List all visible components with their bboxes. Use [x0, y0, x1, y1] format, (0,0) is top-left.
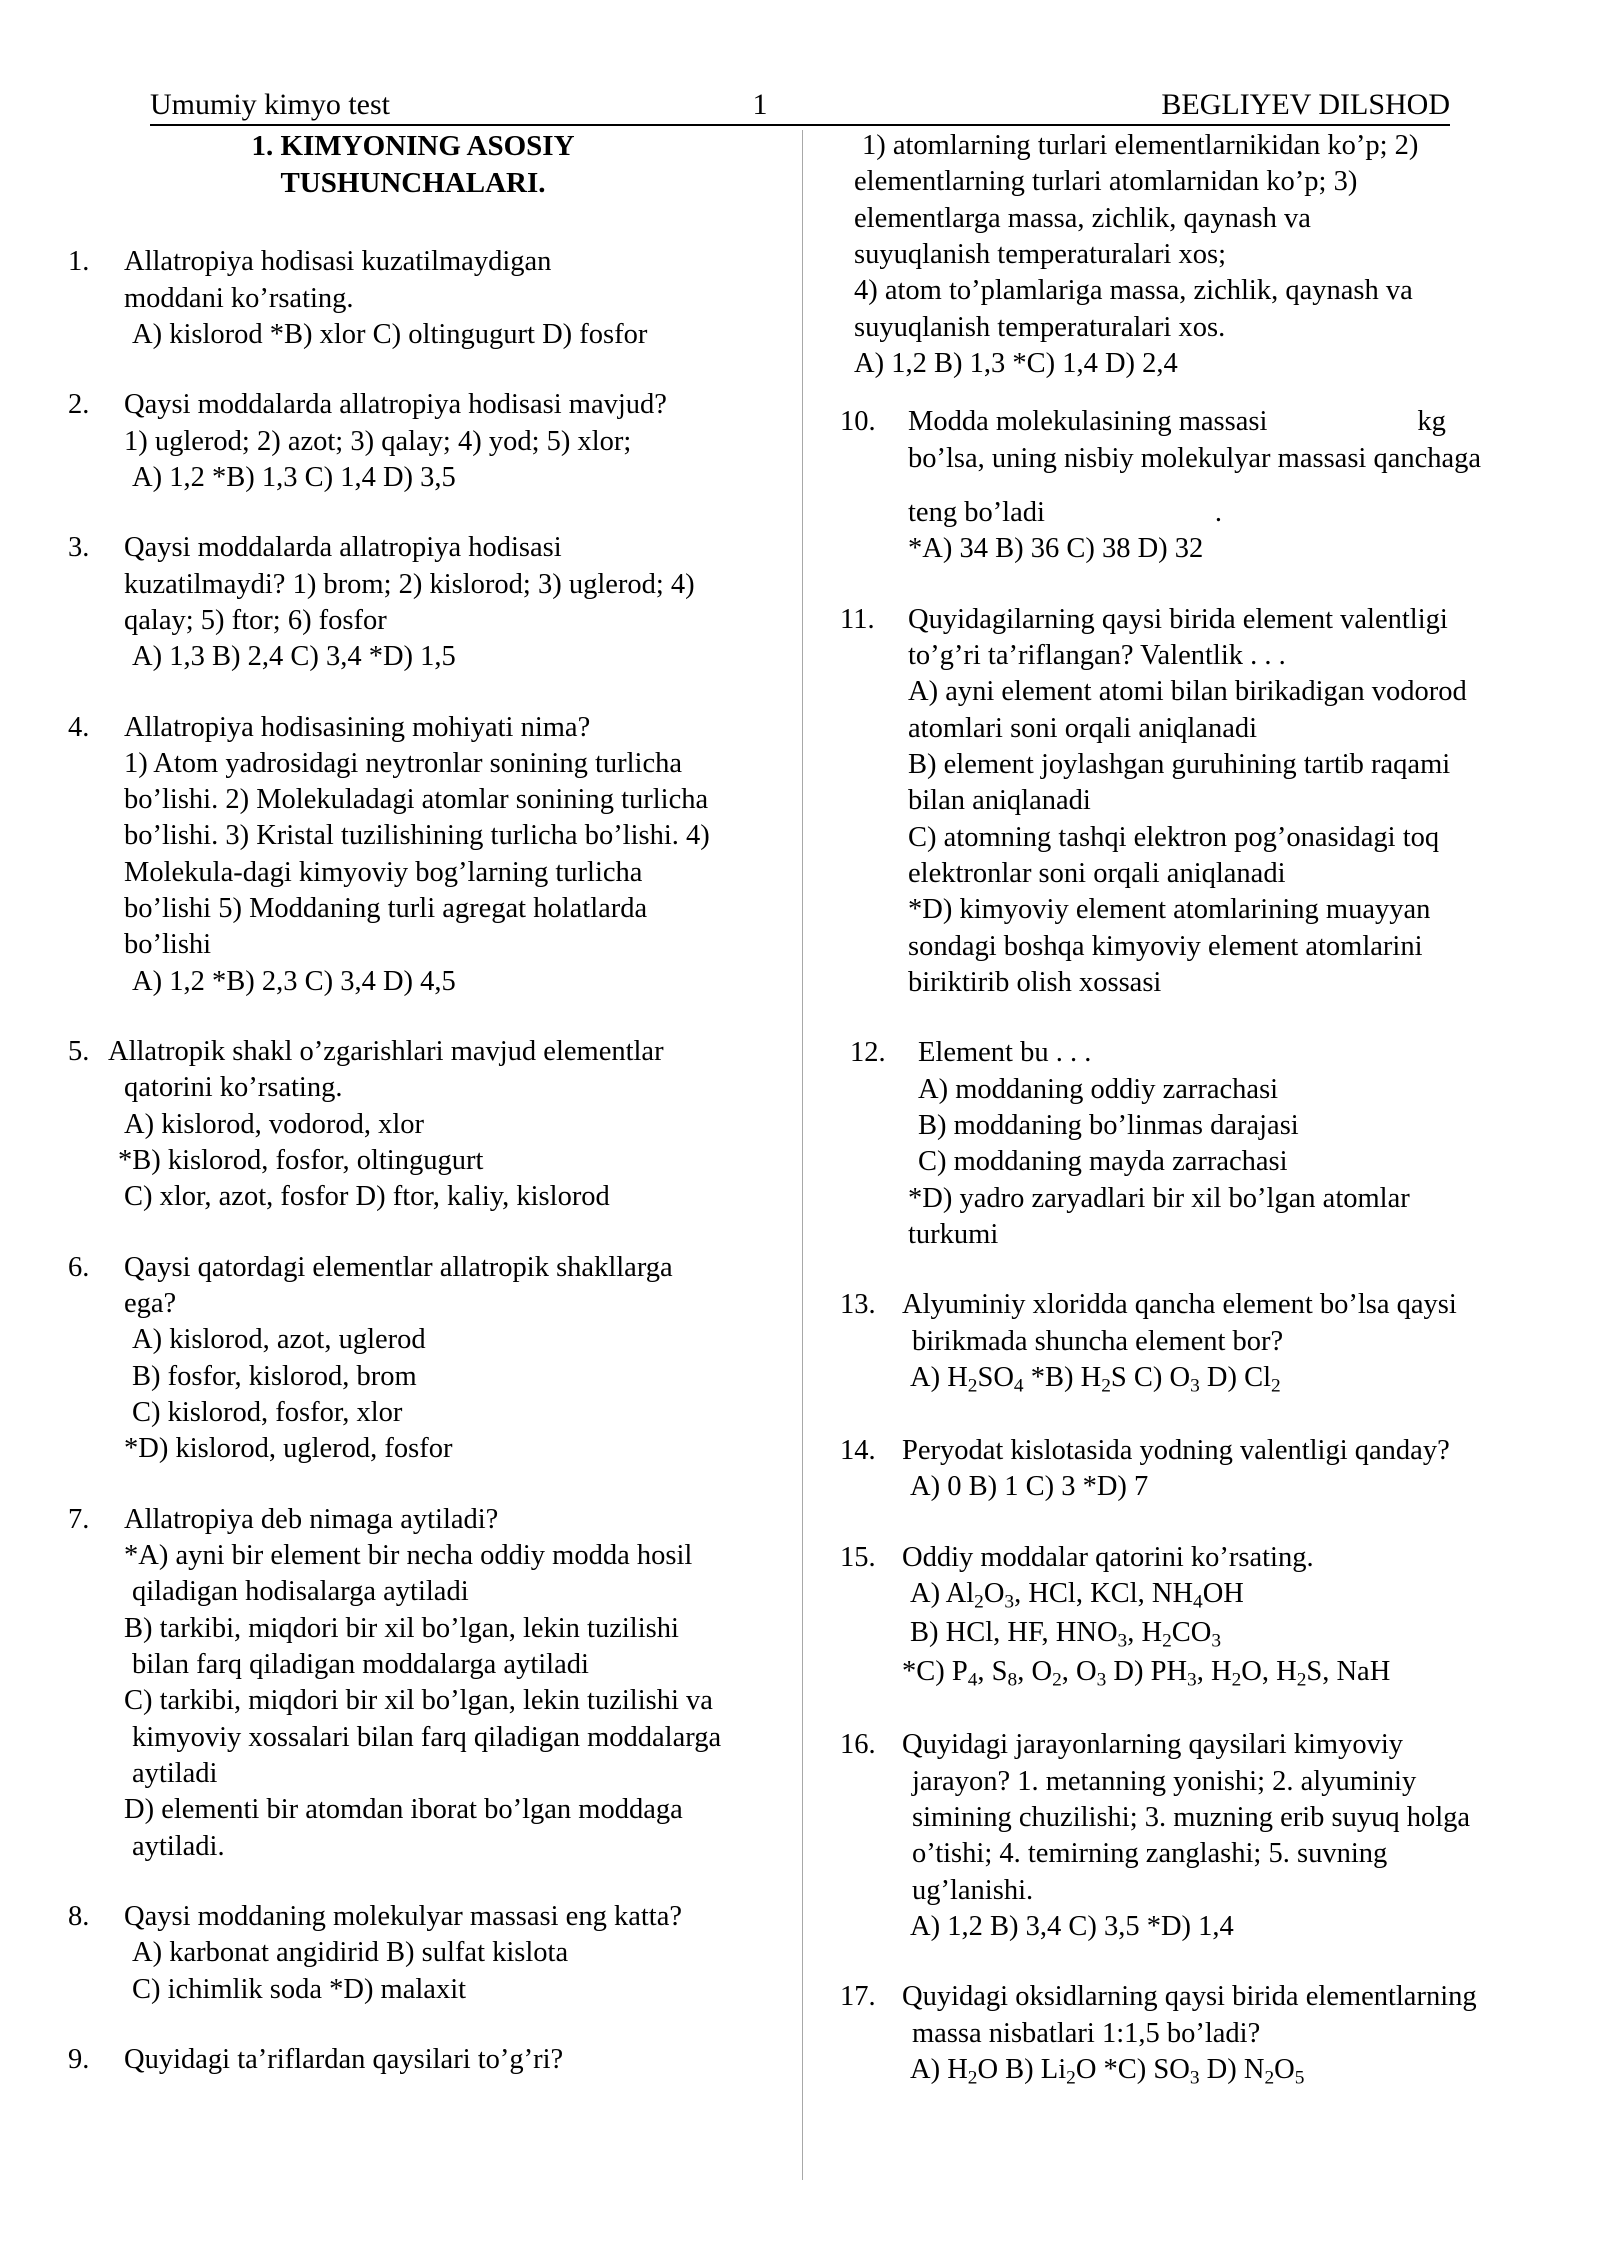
answer-option: biriktirib olish xossasi	[908, 966, 1162, 998]
question-body	[124, 1899, 778, 2008]
question-body	[124, 1502, 778, 1865]
page-header	[150, 90, 1450, 120]
answer-option: B) element joylashgan guruhining tartib raqami	[908, 748, 1451, 780]
question-body	[908, 602, 1540, 1002]
question-body	[902, 1287, 1540, 1399]
question-number: 5.	[68, 1036, 90, 1068]
question-body	[124, 710, 778, 1001]
answer-option-chemical: A) $H_2O$ B) $Li_2O$ *C) $SO_3$ D) $N_2O_5$	[910, 2053, 1305, 2089]
answer-option: A) karbonat angidirid B) sulfat kislota	[132, 1937, 569, 1969]
answer-options	[108, 1107, 778, 1216]
answer-option: B) tarkibi, miqdori bir xil bo’lgan, lekin tuzilishi	[124, 1612, 679, 1644]
question-number: 8.	[68, 1901, 90, 1933]
question-text-line: Quyidagi jarayonlarning qaysilari kimyoviy	[902, 1729, 1404, 1761]
question-body	[902, 1727, 1540, 1945]
answer-option: aytiladi.	[132, 1830, 225, 1862]
answer-option: A) 1,2 B) 1,3 *C) 1,4 D) 2,4	[854, 347, 1178, 379]
question-text-line: 1) atomlarning turlari elementlarnikidan ko’p; 2)	[862, 130, 1419, 161]
answer-options	[124, 317, 778, 353]
question-number: 10.	[840, 406, 876, 438]
question-text-line: Oddiy moddalar qatorini ko’rsating.	[902, 1541, 1314, 1573]
question-number: 1.	[68, 246, 90, 278]
question-text-line: bo’lsa, uning nisbiy molekulyar massasi qanchaga	[908, 442, 1482, 474]
question-text-line: elementlarning turlari atomlarnidan ko’p; 3)	[854, 166, 1358, 198]
question-body	[124, 1250, 778, 1468]
question-text-fragment: teng bo’ladi	[908, 496, 1045, 528]
left-column	[68, 128, 778, 2078]
question-item	[68, 1034, 778, 1216]
question-number: 11.	[840, 603, 875, 635]
question-body	[124, 387, 778, 496]
question-item	[68, 1250, 778, 1468]
answer-option: A) kislorod *B) xlor C) oltingugurt D) fosfor	[132, 318, 648, 350]
question-continuation	[840, 128, 1540, 382]
answer-option: C) xlor, azot, fosfor D) ftor, kaliy, kislorod	[124, 1181, 610, 1213]
header-page-number: 1	[752, 88, 768, 121]
question-number: 3.	[68, 532, 90, 564]
question-text-line: ug’lanishi.	[912, 1874, 1034, 1906]
answer-option: A) ayni element atomi bilan birikadigan vodorod	[908, 676, 1467, 708]
question-body	[108, 1034, 778, 1216]
answer-options	[902, 1909, 1540, 1945]
section-heading	[68, 128, 778, 202]
question-number: 14.	[840, 1434, 876, 1466]
answer-option: A) 0 B) 1 C) 3 *D) 7	[910, 1471, 1149, 1503]
question-text-line: Alyuminiy xloridda qancha element bo’lsa qaysi	[902, 1289, 1457, 1321]
question-text-line	[908, 404, 1540, 440]
header-author-name: BEGLIYEV DILSHOD	[1161, 88, 1450, 121]
question-text-line: 1) Atom yadrosidagi neytronlar sonining turlicha	[124, 747, 683, 779]
answer-option-chemical: *C) $P_4$, $S_8$, $O_2$, $O_3$ D) $PH_3$, $H_2O$, $H_2S$, NaH	[902, 1656, 1391, 1691]
question-number: 13.	[840, 1289, 876, 1321]
answer-option: A) 1,2 *B) 1,3 C) 1,4 D) 3,5	[132, 461, 456, 493]
question-text-line: Element bu . . .	[918, 1037, 1092, 1069]
answer-options	[124, 460, 778, 496]
answer-option: A) 1,3 B) 2,4 C) 3,4 *D) 1,5	[132, 641, 456, 673]
question-body	[902, 1433, 1540, 1506]
answer-option: B) moddaning bo’linmas darajasi	[918, 1109, 1299, 1141]
section-heading-line-1: 1. KIMYONING ASOSIY	[251, 130, 575, 162]
question-text-line: Peryodat kislotasida yodning valentligi qanday?	[902, 1434, 1450, 1466]
question-text-line: Molekula-dagi kimyoviy bog’larning turlicha	[124, 856, 643, 888]
question-text-line: Quyidagi ta’riflardan qaysilari to’g’ri?	[124, 2044, 564, 2075]
answer-option: C) tarkibi, miqdori bir xil bo’lgan, lekin tuzilishi va	[124, 1685, 713, 1717]
question-text-line: Qaysi qatordagi elementlar allatropik shakllarga	[124, 1251, 673, 1283]
question-item	[68, 1502, 778, 1865]
question-item	[68, 710, 778, 1001]
answer-option: A) 1,2 *B) 2,3 C) 3,4 D) 4,5	[132, 965, 456, 997]
sentence-period: .	[1214, 496, 1223, 528]
question-text-line: Quyidagi oksidlarning qaysi birida elementlarning	[902, 1981, 1477, 2013]
answer-option: B) fosfor, kislorod, brom	[132, 1360, 417, 1392]
question-number: 15.	[840, 1541, 876, 1573]
answer-option: *A) ayni bir element bir necha oddiy modda hosil	[124, 1540, 693, 1572]
question-text-line: Allatropiya hodisasining mohiyati nima?	[124, 711, 591, 743]
answer-options	[908, 674, 1540, 1001]
header-left-title: Umumiy kimyo test	[150, 88, 390, 121]
question-text-line: 1) uglerod; 2) azot; 3) qalay; 4) yod; 5) xlor;	[124, 425, 632, 457]
question-body	[124, 530, 778, 675]
question-body	[124, 244, 778, 353]
answer-option: *A) 34 B) 36 C) 38 D) 32	[908, 533, 1204, 565]
answer-option: A) moddaning oddiy zarrachasi	[918, 1073, 1279, 1105]
answer-options	[124, 1322, 778, 1467]
answer-option: C) moddaning mayda zarrachasi	[918, 1146, 1288, 1178]
question-text-line: bo’lishi. 3) Kristal tuzilishining turlicha bo’lishi. 4)	[124, 820, 710, 852]
answer-option: A) kislorod, vodorod, xlor	[124, 1108, 425, 1140]
header-divider-rule	[150, 124, 1450, 126]
question-text-line: o’tishi; 4. temirning zanglashi; 5. suvning	[912, 1838, 1388, 1870]
answer-option: C) kislorod, fosfor, xlor	[132, 1397, 403, 1429]
question-number: 2.	[68, 389, 90, 421]
question-text-line: Qaysi moddalarda allatropiya hodisasi	[124, 532, 562, 564]
question-number: 9.	[68, 2044, 90, 2075]
answer-option: qiladigan hodisalarga aytiladi	[132, 1576, 469, 1608]
question-number: 4.	[68, 711, 90, 743]
answer-option: A) 1,2 B) 3,4 C) 3,5 *D) 1,4	[910, 1910, 1234, 1942]
question-text-line: Allatropiya deb nimaga aytiladi?	[124, 1503, 499, 1535]
question-text-line: suyuqlanish temperaturalari xos;	[854, 238, 1226, 270]
section-heading-line-2: TUSHUNCHALARI.	[280, 167, 546, 200]
question-text-line: Qaysi moddalarda allatropiya hodisasi mavjud?	[124, 389, 667, 421]
question-item	[840, 404, 1540, 567]
question-text-line: Allatropik shakl o’zgarishlari mavjud elementlar	[108, 1036, 664, 1068]
question-item	[68, 530, 778, 675]
question-text-line: bo’lishi	[124, 929, 212, 961]
answer-options	[902, 1576, 1540, 1693]
answer-options	[124, 639, 778, 675]
question-item	[840, 1540, 1540, 1694]
question-item	[68, 244, 778, 353]
question-body	[124, 2042, 778, 2078]
right-column	[840, 128, 1540, 2091]
question-text-line: elementlarga massa, zichlik, qaynash va	[854, 202, 1311, 234]
answer-option: *D) kislorod, uglerod, fosfor	[124, 1433, 453, 1465]
question-text-line: qalay; 5) ftor; 6) fosfor	[124, 604, 387, 636]
answer-option-chemical: A) $H_2SO_4$ *B) $H_2S$ C) $O_3$ D) $Cl_2$	[910, 1361, 1281, 1397]
question-text-line: kuzatilmaydi? 1) brom; 2) kislorod; 3) uglerod; 4)	[124, 568, 695, 600]
question-number: 6.	[68, 1251, 90, 1283]
question-text-fragment: Modda molekulasining massasi	[908, 406, 1268, 438]
question-item	[68, 2042, 778, 2078]
question-text-line: Quyidagilarning qaysi birida element valentligi	[908, 603, 1448, 635]
question-text-line: massa nisbatlari 1:1,5 bo’ladi?	[912, 2017, 1261, 2049]
question-text-line: Qaysi moddaning molekulyar massasi eng katta?	[124, 1901, 682, 1933]
question-body	[902, 1540, 1540, 1694]
answer-option: atomlari soni orqali aniqlanadi	[908, 712, 1258, 744]
question-text-line: simining chuzilishi; 3. muzning erib suyuq holga	[912, 1801, 1471, 1833]
question-item	[840, 602, 1540, 1002]
question-text-line: ega?	[124, 1288, 177, 1320]
answer-option: bilan farq qiladigan moddalarga aytiladi	[132, 1649, 589, 1681]
answer-option: A) kislorod, azot, uglerod	[132, 1324, 426, 1356]
answer-options	[902, 2052, 1540, 2091]
question-text-line: jarayon? 1. metanning yonishi; 2. alyuminiy	[912, 1765, 1417, 1797]
question-item	[840, 1035, 1540, 1253]
question-item	[68, 1899, 778, 2008]
question-body	[908, 404, 1540, 567]
question-item	[840, 1433, 1540, 1506]
answer-option: kimyoviy xossalari bilan farq qiladigan moddalarga	[132, 1721, 722, 1753]
answer-option: aytiladi	[132, 1758, 218, 1790]
answer-option: D) elementi bir atomdan iborat bo’lgan moddaga	[124, 1794, 683, 1826]
answer-options	[902, 1469, 1540, 1505]
unit-label: kg	[1417, 406, 1446, 438]
answer-option: bilan aniqlanadi	[908, 785, 1091, 817]
question-number: 7.	[68, 1503, 90, 1535]
question-text-line: qatorini ko’rsating.	[124, 1072, 343, 1104]
answer-option: elektronlar soni orqali aniqlanadi	[908, 857, 1286, 889]
question-item	[840, 1979, 1540, 2091]
body-columns	[0, 128, 1600, 2248]
question-text-line: moddani ko’rsating.	[124, 282, 354, 314]
answer-options	[124, 1538, 778, 1865]
question-text-line	[908, 495, 1540, 531]
answer-option: C) ichimlik soda *D) malaxit	[132, 1973, 467, 2005]
question-number: 12.	[850, 1037, 886, 1069]
question-body	[908, 1035, 1540, 1253]
answer-options	[124, 1935, 778, 2008]
answer-option: C) atomning tashqi elektron pog’onasidagi toq	[908, 821, 1440, 853]
question-text-line: bo’lishi 5) Moddaning turli agregat holatlarda	[124, 893, 648, 925]
answer-options	[908, 531, 1540, 567]
answer-option: turkumi	[908, 1218, 999, 1250]
answer-options	[908, 1072, 1540, 1254]
question-number: 16.	[840, 1729, 876, 1761]
question-item	[68, 387, 778, 496]
answer-options	[902, 1360, 1540, 1399]
answer-option: *D) yadro zaryadlari bir xil bo’lgan atomlar	[908, 1182, 1410, 1214]
question-body	[902, 1979, 1540, 2091]
question-text-line: 4) atom to’plamlariga massa, zichlik, qaynash va	[854, 275, 1413, 307]
answer-option-chemical: A) $Al_2O_3$, HCl, KCl, $NH_4OH$	[910, 1577, 1244, 1613]
answer-option-chemical: B) HCl, HF, $HNO_3$, $H_2CO_3$	[910, 1617, 1222, 1652]
question-item	[840, 1727, 1540, 1945]
question-number: 17.	[840, 1981, 876, 2013]
answer-option: sondagi boshqa kimyoviy element atomlarini	[908, 930, 1423, 962]
question-item	[840, 1287, 1540, 1399]
question-text-line: birikmada shuncha element bor?	[912, 1325, 1284, 1357]
answer-option: *D) kimyoviy element atomlarining muayyan	[908, 894, 1431, 926]
answer-option: *B) kislorod, fosfor, oltingugurt	[118, 1145, 484, 1177]
answer-options	[124, 964, 778, 1000]
question-text-line: to’g’ri ta’riflangan? Valentlik . . .	[908, 639, 1286, 671]
question-text-line: Allatropiya hodisasi kuzatilmaydigan	[124, 246, 552, 278]
question-text-line: suyuqlanish temperaturalari xos.	[854, 311, 1226, 343]
question-text-line: bo’lishi. 2) Molekuladagi atomlar sonining turlicha	[124, 784, 709, 816]
